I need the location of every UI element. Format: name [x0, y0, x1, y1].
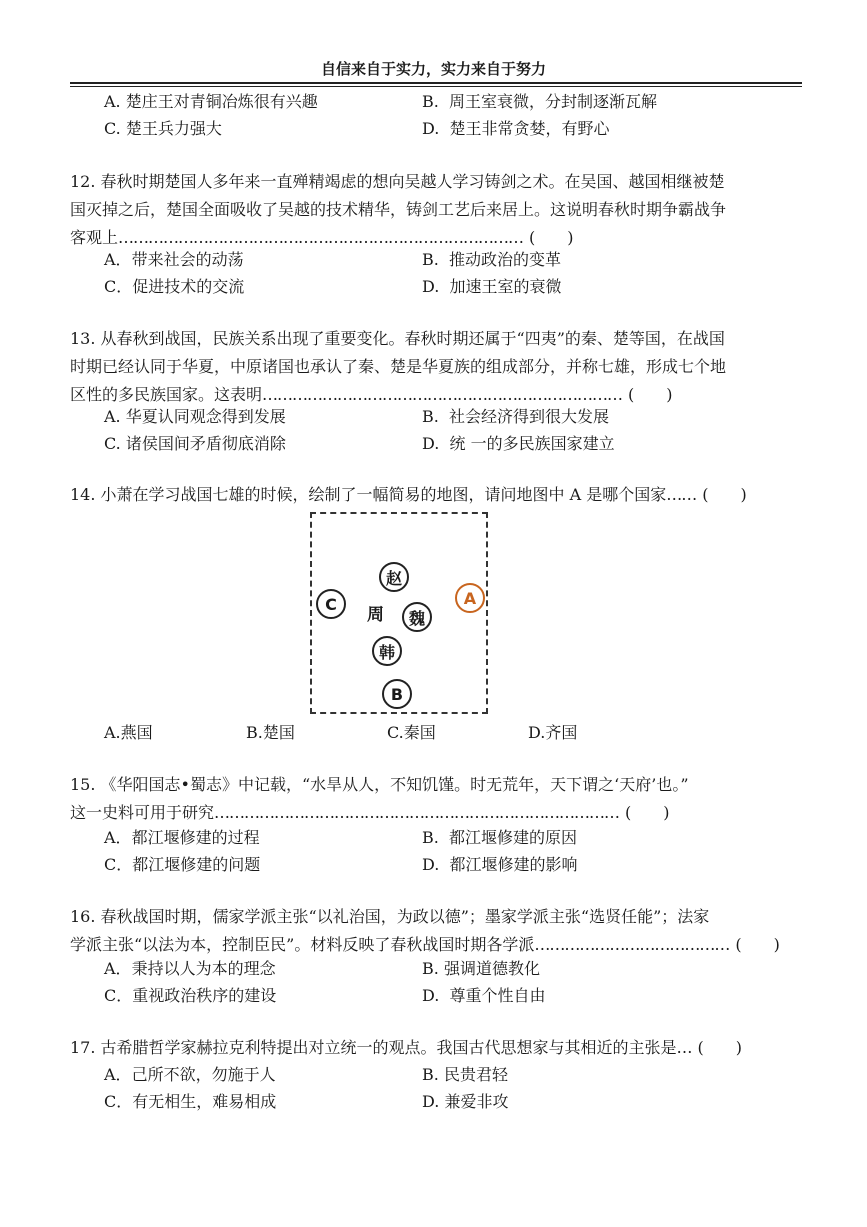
q16-option-b[interactable]: B. 强调道德教化 [422, 959, 540, 978]
map-state-a: A [455, 583, 485, 613]
q16-stem-line2: 学派主张“以法为本，控制臣民”。材料反映了春秋战国时期各学派………………………………… ( ) [70, 935, 780, 954]
q13-option-d[interactable]: D. 统 一的多民族国家建立 [422, 434, 615, 453]
q15-option-d[interactable]: D. 都江堰修建的影响 [422, 855, 578, 874]
q14-stem-line1: 14. 小萧在学习战国七雄的时候，绘制了一幅简易的地图，请问地图中 A 是哪个国家…… ( ) [70, 485, 747, 504]
q15-option-c[interactable]: C．都江堰修建的问题 [104, 855, 261, 874]
header-rule-thin [70, 86, 802, 87]
q16-option-d[interactable]: D. 尊重个性自由 [422, 986, 546, 1005]
q15-option-a[interactable]: A．都江堰修建的过程 [104, 828, 260, 847]
q13-stem-line3: 区性的多民族国家。这表明……………………………………………………………… ( ) [70, 385, 673, 404]
q15-stem-line2: 这一史料可用于研究……………………………………………………………………… ( ) [70, 803, 670, 822]
map-state-han: 韩 [372, 636, 402, 666]
q17-option-a[interactable]: A．己所不欲，勿施于人 [104, 1065, 276, 1084]
header-rule-thick [70, 82, 802, 84]
q12-stem-line1: 12. 春秋时期楚国人多年来一直殚精竭虑的想向吴越人学习铸剑之术。在吴国、越国相继被楚 [70, 172, 725, 191]
q12-option-a[interactable]: A．带来社会的动荡 [104, 250, 244, 269]
q14-answer-blank[interactable]: ( ) [702, 485, 747, 504]
q13-stem-line2: 时期已经认同于华夏，中原诸国也承认了秦、楚是华夏族的组成部分，并称七雄，形成七个地 [70, 357, 727, 376]
q16-options [104, 955, 546, 1009]
map-state-wei: 魏 [402, 602, 432, 632]
q16-stem-line1: 16. 春秋战国时期，儒家学派主张“以礼治国，为政以德”；墨家学派主张“选贤任能”；法家 [70, 907, 710, 926]
q17-options [104, 1061, 509, 1115]
q17-stem-line1: 17. 古希腊哲学家赫拉克利特提出对立统一的观点。我国古代思想家与其相近的主张是… ( ) [70, 1038, 743, 1057]
q12-stem-line2: 国灭掉之后，楚国全面吸收了吴越的技术精华，铸剑工艺后来居上。这说明春秋时期争霸战争 [70, 200, 727, 219]
q15-answer-blank[interactable]: ( ) [625, 803, 670, 822]
q14-option-d[interactable]: D.齐国 [528, 723, 578, 742]
q16-answer-blank[interactable]: ( ) [735, 935, 780, 954]
question-16 [70, 903, 805, 959]
question-13 [70, 325, 805, 409]
question-17 [70, 1034, 805, 1062]
q17-option-c[interactable]: C．有无相生，难易相成 [104, 1092, 277, 1111]
q11-option-a[interactable]: A. 楚庄王对青铜冶炼很有兴趣 [104, 92, 318, 111]
q15-options [104, 824, 578, 878]
map-state-zhao: 赵 [379, 562, 409, 592]
q13-option-a[interactable]: A. 华夏认同观念得到发展 [104, 407, 286, 426]
q13-answer-blank[interactable]: ( ) [628, 385, 673, 404]
warring-states-map [310, 512, 488, 714]
map-state-c: C [316, 589, 346, 619]
q17-option-b[interactable]: B. 民贵君轻 [422, 1065, 508, 1084]
q12-option-b[interactable]: B. 推动政治的变革 [422, 250, 562, 269]
map-center-zhou: 周 [367, 605, 384, 625]
q13-options [104, 403, 615, 457]
q11-option-c[interactable]: C. 楚王兵力强大 [104, 119, 222, 138]
q13-option-c[interactable]: C. 诸侯国间矛盾彻底消除 [104, 434, 286, 453]
question-15 [70, 771, 805, 827]
q13-option-b[interactable]: B. 社会经济得到很大发展 [422, 407, 610, 426]
page-header-motto: 自信来自于实力，实力来自于努力 [320, 60, 546, 78]
q17-option-d[interactable]: D. 兼爱非攻 [422, 1092, 509, 1111]
q15-option-b[interactable]: B. 都江堰修建的原因 [422, 828, 578, 847]
question-12 [70, 168, 805, 252]
q11-option-b[interactable]: B. 周王室衰微，分封制逐渐瓦解 [422, 92, 658, 111]
q14-option-b[interactable]: B.楚国 [246, 723, 295, 742]
question-14 [70, 481, 805, 509]
q11-options [104, 88, 658, 142]
map-state-b: B [382, 679, 412, 709]
q12-stem-line3: 客观上……………………………………………………………………… ( ) [70, 228, 574, 247]
q14-option-c[interactable]: C.秦国 [387, 723, 436, 742]
q16-option-a[interactable]: A．秉持以人为本的理念 [104, 959, 276, 978]
q13-leader-dots: ……………………………………………………………… [262, 385, 623, 404]
q17-answer-blank[interactable]: ( ) [697, 1038, 743, 1057]
q12-answer-blank[interactable]: ( ) [529, 228, 574, 247]
q12-option-c[interactable]: C．促进技术的交流 [104, 277, 245, 296]
q14-option-a[interactable]: A.燕国 [104, 723, 153, 742]
q12-leader-dots: ……………………………………………………………………… [118, 228, 524, 247]
q17-leader-dots: … [676, 1038, 692, 1057]
q16-leader-dots: ………………………………… [534, 935, 730, 954]
q15-stem-line1: 15. 《华阳国志•蜀志》中记载，“水旱从人，不知饥馑。时无荒年，天下谓之‘天府’也。” [70, 775, 689, 794]
q11-option-d[interactable]: D. 楚王非常贪婪，有野心 [422, 119, 610, 138]
q14-leader-dots: …… [666, 485, 697, 504]
q15-leader-dots: ……………………………………………………………………… [214, 803, 620, 822]
q13-stem-line1: 13. 从春秋到战国，民族关系出现了重要变化。春秋时期还属于“四夷”的秦、楚等国，在战国 [70, 329, 725, 348]
q12-option-d[interactable]: D. 加速王室的衰微 [422, 277, 562, 296]
q16-option-c[interactable]: C．重视政治秩序的建设 [104, 986, 277, 1005]
q12-options [104, 246, 562, 300]
